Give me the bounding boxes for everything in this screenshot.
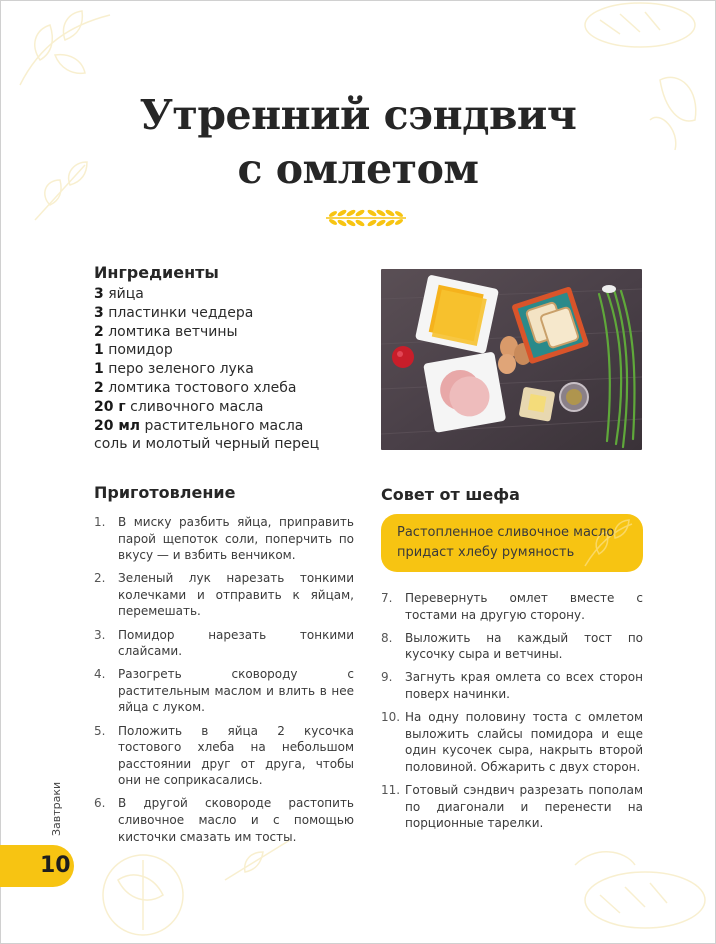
ingredient-text: яйца <box>103 286 144 302</box>
step-item <box>94 570 354 620</box>
ingredients-photo <box>381 269 642 450</box>
step-text: Зеленый лук нарезать тонкими колечками и отправить к яйцам, перемешать. <box>118 571 354 619</box>
step-number: 4. <box>94 667 106 682</box>
ingredient-qty: 3 <box>94 286 104 302</box>
ingredient-qty: 3 <box>94 304 104 321</box>
ingredient-text: сливочного масла <box>125 398 264 415</box>
step-text: Выложить на каждый тост по кусочку сыра и ветчины. <box>405 630 643 662</box>
step-item <box>381 630 643 663</box>
step-item <box>94 514 354 564</box>
ingredient-item <box>94 435 364 454</box>
ingredients-heading: Ингредиенты <box>94 263 219 282</box>
ingredient-text: соль и молотый черный перец <box>94 436 320 453</box>
wheat-divider-icon <box>320 205 412 231</box>
ingredient-item <box>94 360 364 379</box>
step-item <box>381 590 643 623</box>
step-number: 2. <box>94 571 106 586</box>
chef-tip-box <box>381 514 643 572</box>
ingredient-item <box>94 304 364 323</box>
preparation-section <box>94 483 354 852</box>
step-item <box>381 669 643 702</box>
ingredient-text: растительного масла <box>140 417 304 434</box>
chef-tip-section <box>381 485 643 572</box>
ingredient-text: ломтика ветчины <box>103 323 238 340</box>
step-number: 9. <box>381 670 393 685</box>
page-title <box>0 88 716 196</box>
preparation-steps <box>94 514 354 845</box>
step-number: 5. <box>94 723 106 738</box>
step-number: 7. <box>381 591 393 605</box>
preparation-steps-continued <box>381 590 643 832</box>
step-text: Положить в яйца 2 кусочка тостового хлеба на небольшом расстоянии друг от друга, чтобы они не соприкасались. <box>118 723 354 788</box>
step-text: Готовый сэндвич разрезать пополам по диагонали и перенести на порционные тарелки. <box>405 782 643 831</box>
ingredient-qty: 20 г <box>94 398 126 415</box>
step-text: В другой сковороде растопить сливочное масло и с помощью кисточки смазать им тосты. <box>118 796 354 844</box>
ingredient-qty: 1 <box>94 342 104 359</box>
ingredients-list <box>94 285 364 454</box>
step-text: Загнуть края омлета со всех сторон поверх начинки. <box>405 670 643 701</box>
ingredient-item <box>94 398 364 417</box>
step-number: 1. <box>94 515 106 529</box>
ingredient-qty: 1 <box>94 361 104 378</box>
step-number: 10. <box>381 710 401 725</box>
ingredient-text: помидор <box>103 342 173 359</box>
chef-tip-text: Растопленное сливочное масло придаст хлебу румяность <box>397 525 615 560</box>
step-item <box>94 723 354 789</box>
step-number: 3. <box>94 627 106 642</box>
step-text: Перевернуть омлет вместе с тостами на другую сторону. <box>405 591 643 622</box>
page-number-tab <box>0 845 74 887</box>
step-item <box>94 627 354 660</box>
ingredient-text: пластинки чеддера <box>103 304 254 321</box>
step-text: На одну половину тоста с омлетом выложить слайсы помидора и еще один кусочек сыра, накрыть второй половиной. Обжарить с двух сторон. <box>405 710 643 774</box>
preparation-continued-section <box>381 590 643 838</box>
ingredient-item <box>94 285 364 304</box>
leaf-ornament-bottom-left <box>88 840 198 940</box>
step-item <box>94 666 354 716</box>
step-number: 8. <box>381 630 393 645</box>
step-item <box>94 795 354 845</box>
title-line-2: с омлетом <box>237 145 479 193</box>
step-number: 11. <box>381 782 401 797</box>
chef-tip-heading: Совет от шефа <box>381 485 520 504</box>
step-text: Разогреть сковороду с растительным маслом и влить в нее яйца с луком. <box>118 667 354 715</box>
step-number: 6. <box>94 796 106 811</box>
step-item <box>381 709 643 775</box>
ingredient-item <box>94 341 364 360</box>
ingredient-item <box>94 417 364 436</box>
preparation-heading: Приготовление <box>94 483 236 502</box>
bread-ornament-bottom-right <box>555 835 715 940</box>
step-text: Помидор нарезать тонкими слайсами. <box>118 627 354 659</box>
ingredient-qty: 2 <box>94 323 104 340</box>
leaf-ornament-top-left <box>10 5 120 95</box>
ingredient-text: ломтика тостового хлеба <box>103 379 297 396</box>
page-number: 10 <box>40 853 71 878</box>
ingredient-item <box>94 323 364 342</box>
step-text: В миску разбить яйца, приправить парой щепоток соли, поперчить по вкусу — и взбить венчиком. <box>118 515 354 563</box>
ingredient-qty: 20 мл <box>94 417 141 434</box>
ingredient-qty: 2 <box>94 379 104 396</box>
step-item <box>381 782 643 832</box>
section-label: Завтраки <box>50 781 63 836</box>
ingredient-text: перо зеленого лука <box>103 361 254 378</box>
ingredient-item <box>94 379 364 398</box>
title-line-1: Утренний сэндвич <box>139 91 577 139</box>
ingredients-section <box>94 263 364 454</box>
